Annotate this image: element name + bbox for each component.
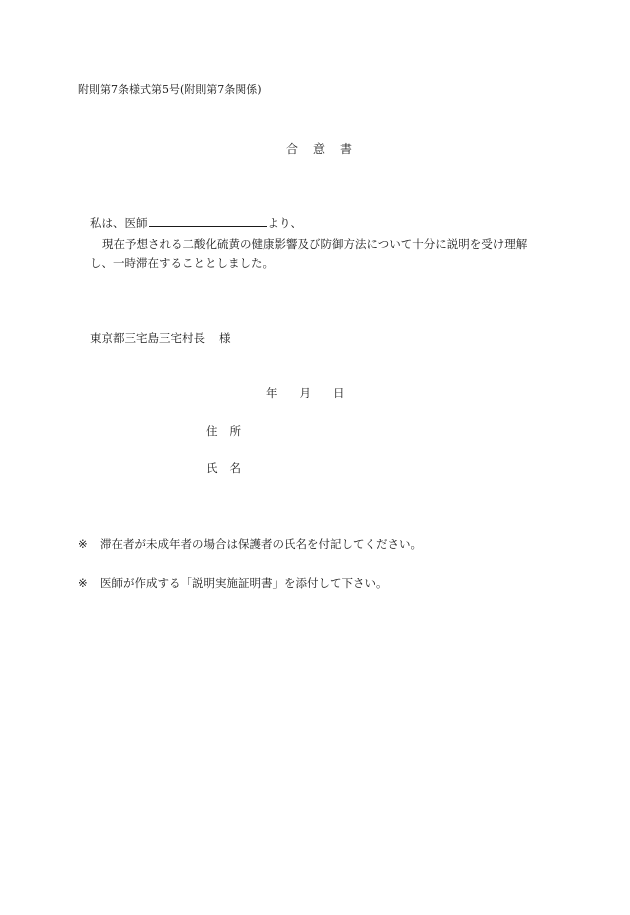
addressee-honorific: 様 [219, 331, 231, 345]
date-year-label: 年 [266, 386, 278, 400]
statement-line-2: 現在予想される二酸化硫黄の健康影響及び防御方法について十分に説明を受け理解 [102, 237, 528, 251]
note-minor [78, 539, 422, 551]
note-text: 滞在者が未成年者の場合は保護者の氏名を付記してください。 [100, 537, 422, 551]
addressee-name: 東京都三宅島三宅村長 [90, 331, 205, 345]
name-label-char: 氏 [206, 461, 218, 475]
name-label-char: 名 [229, 461, 241, 475]
address-label [206, 426, 241, 438]
title-char: 合 [286, 142, 299, 156]
statement-line-3: し、一時滞在することとしました。 [90, 256, 274, 270]
document-title [286, 143, 352, 155]
statement-prefix: 私は、医師 [90, 216, 148, 230]
doctor-name-blank[interactable] [149, 215, 267, 227]
note-text: 医師が作成する「説明実施証明書」を添付して下さい。 [100, 576, 388, 590]
addressee [90, 333, 231, 345]
note-mark: ※ [78, 576, 88, 590]
date-month-label: 月 [299, 386, 311, 400]
address-label-char: 所 [229, 424, 241, 438]
title-char: 意 [313, 142, 326, 156]
date-row [266, 388, 345, 400]
form-number: 附則第7条様式第5号(附則第7条関係) [78, 83, 262, 96]
note-mark: ※ [78, 537, 88, 551]
statement-suffix: より、 [267, 216, 302, 230]
title-char: 書 [340, 142, 353, 156]
note-attachment [78, 578, 388, 590]
address-label-char: 住 [206, 424, 218, 438]
statement-line-1 [90, 215, 302, 230]
date-day-label: 日 [333, 386, 345, 400]
name-label [206, 463, 241, 475]
